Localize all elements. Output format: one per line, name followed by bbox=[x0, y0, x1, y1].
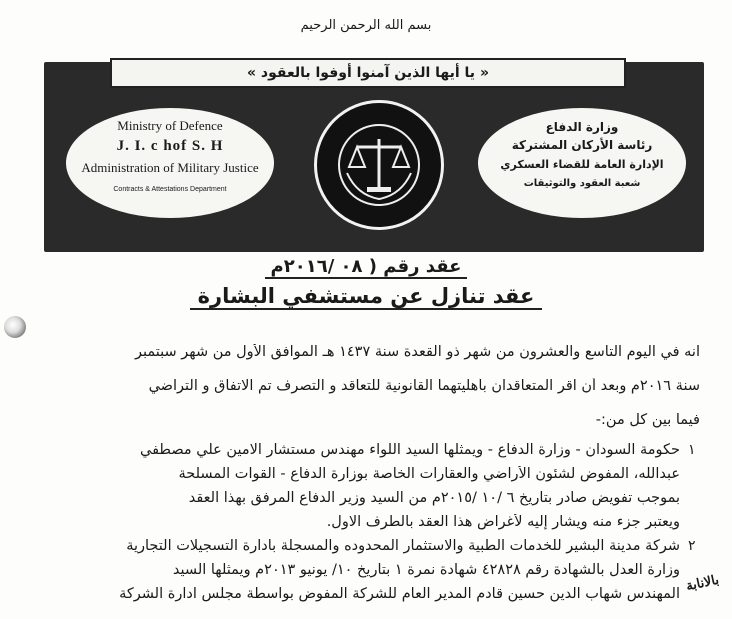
ministry-of-defence-arabic: وزارة الدفاع bbox=[545, 120, 619, 134]
ministry-of-defence-label: Ministry of Defence bbox=[117, 118, 223, 133]
arabic-letterhead-oval bbox=[478, 108, 686, 218]
quran-verse-banner: « يا أيها الذين آمنوا أوفوا بالعقود » bbox=[110, 58, 626, 88]
joint-chiefs-arabic: رئاسة الأركان المشتركة bbox=[511, 138, 653, 152]
scales-of-justice-icon bbox=[317, 103, 441, 227]
item-2-number: ٢ bbox=[688, 538, 696, 554]
body-line-2: سنة ٢٠١٦م وبعد أن اقر المتعاقدان بأهليتهما القانونية للتعاقد و التصرف تم الاتفاق و التراضي bbox=[148, 378, 700, 394]
punch-hole bbox=[4, 316, 26, 338]
contract-title-text: عقد تنازل عن مستشفي البشارة bbox=[190, 284, 543, 310]
handwritten-margin-note: بالانابة bbox=[684, 572, 721, 595]
body-line-3: فيما بين كل من:- bbox=[595, 412, 700, 428]
contract-number-text: عقد رقم ( ٠٨ /٢٠١٦م bbox=[265, 256, 468, 279]
military-justice-seal-icon bbox=[314, 100, 444, 230]
item-1-line-2: عبدالله، المفوض لشئون الأراضي والعقارات الخاصة بوزارة الدفاع - القوات المسلحة bbox=[178, 466, 680, 482]
contracts-department-arabic: شعبة العقود والتوثيقات bbox=[523, 178, 641, 189]
military-justice-label: Administration of Military Justice bbox=[81, 160, 259, 175]
item-1-line-4: ويعتبر جزء منه ويشار إليه لأغراض هذا العقد بالطرف الاول. bbox=[326, 514, 680, 530]
body-line-1: انه في اليوم التاسع والعشرون من شهر ذو القعدة سنة ١٤٣٧ هـ الموافق الأول من شهر سبتمبر bbox=[135, 344, 700, 360]
contract-number bbox=[0, 256, 732, 277]
item-2-line-2: وزارة العدل بالشهادة رقم ٤٢٨٢٨ شهادة نمرة ١ بتاريخ ١٠/ يونيو ٢٠١٣م ويمثلها السيد bbox=[172, 562, 680, 578]
contract-title bbox=[0, 284, 732, 308]
basmala: بسم الله الرحمن الرحيم bbox=[300, 18, 432, 33]
item-1-line-3: بموجب تفويض صادر بتاريخ ٦ /١٠ /٢٠١٥م من السيد وزير الدفاع المرفق بهذا العقد bbox=[188, 490, 680, 506]
english-letterhead-oval bbox=[66, 108, 274, 218]
military-justice-arabic: الإدارة العامة للقضاء العسكري bbox=[500, 158, 664, 171]
item-2-line-1: شركة مدينة البشير للخدمات الطبية والاستثمار المحدوده والمسجلة بادارة التسجيلات التجارية bbox=[126, 538, 680, 554]
item-2-line-3: المهندس شهاب الدين حسين قادم المدير العام للشركة المفوض بواسطة مجلس ادارة الشركة bbox=[119, 586, 680, 602]
contracts-department-label: Contracts & Attestations Department bbox=[113, 186, 227, 193]
item-1-line-1: حكومة السودان - وزارة الدفاع - ويمثلها السيد اللواء مهندس مستشار الامين علي مصطفي bbox=[140, 442, 680, 458]
jics-label: J. I. c hof S. H bbox=[116, 138, 224, 154]
item-1-number: ١ bbox=[688, 442, 696, 458]
